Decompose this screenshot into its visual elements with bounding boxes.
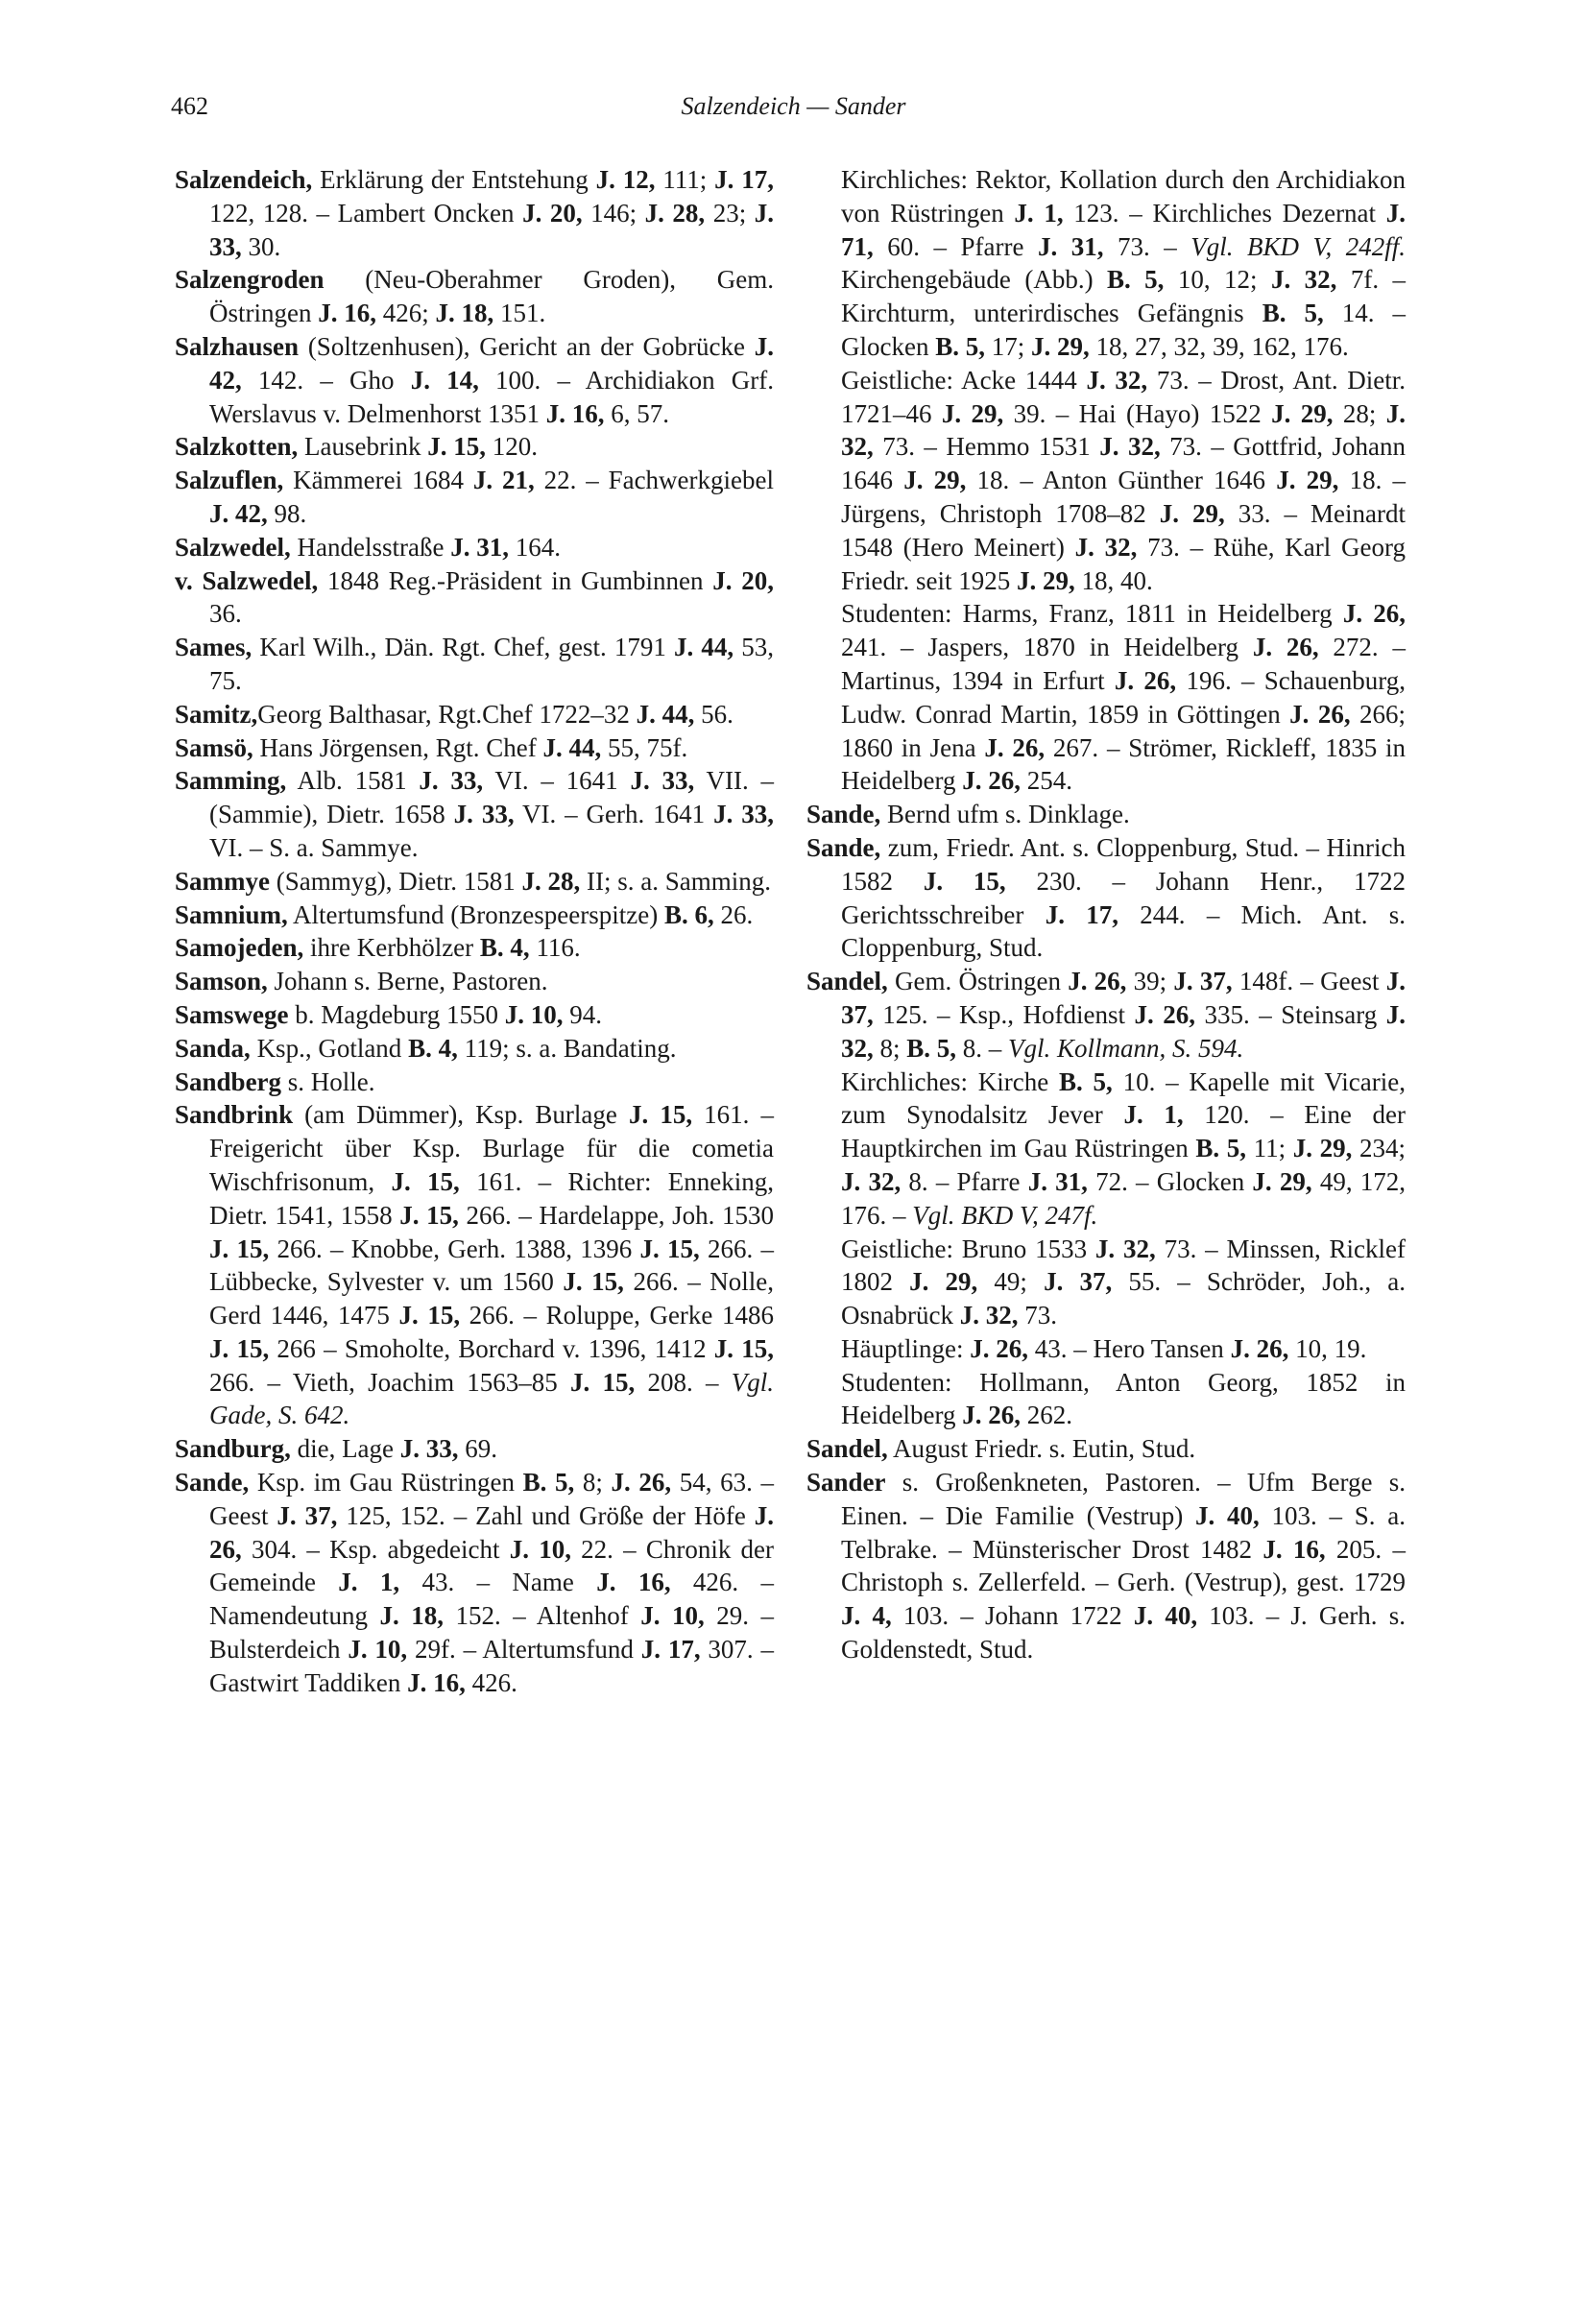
entry-text: Geistliche: Bruno 1533 J. 32, 73. – Minssen, Ricklef 1802 J. 29, 49; J. 37, 55. – Schröder, Joh., a. Osnabrück J. 32, 73.: [841, 1234, 1407, 1330]
index-entry: [175, 263, 774, 330]
entry-headword: Sander: [806, 1468, 886, 1497]
index-entry: [806, 1466, 1406, 1666]
entry-text: Handelsstraße J. 31, 164.: [290, 532, 561, 562]
entry-headword: Sames,: [175, 633, 252, 662]
index-entry: [175, 931, 774, 965]
entry-headword: Salzuflen,: [175, 466, 284, 495]
entry-text: Kirchliches: Kirche B. 5, 10. – Kapelle mit Vicarie, zum Synodalsitz Jever J. 1, 120. – Eine der Hauptkirchen im Gau Rüstringen B. 5, 11; J. 29, 234; J. 32, 8. – Pfarre J. 31, 72. – Glocken J. 29, 49, 172, 176. – Vgl. BKD V, 247f.: [841, 1066, 1407, 1230]
entry-headword: Samnium,: [175, 899, 288, 929]
index-entry: [175, 1032, 774, 1066]
entry-text: Studenten: Harms, Franz, 1811 in Heidelberg J. 26, 241. – Jaspers, 1870 in Heidelberg J. 26, 272. – Martinus, 1394 in Erfurt J. 26, 196. – Schauenburg, Ludw. Conrad Martin, 1859 in Göttingen J. 26, 266; 1860 in Jena J. 26, 267. – Strömer, Rickleff, 1835 in Heidelberg J. 26, 254.: [841, 599, 1407, 796]
entry-text: Lausebrink J. 15, 120.: [298, 432, 538, 462]
entry-text: (Soltzenhusen), Gericht an der Gobrücke J. 42, 142. – Gho J. 14, 100. – Archidiakon Grf. Werslavus v. Delmenhorst 1351 J. 16, 6, 57.: [209, 331, 774, 428]
entry-headword: v. Salzwedel,: [175, 565, 319, 595]
index-entry: [175, 698, 774, 731]
entry-text: Ksp. im Gau Rüstringen B. 5, 8; J. 26, 54, 63. – Geest J. 37, 125, 152. – Zahl und Größe der Höfe J. 26, 304. – Ksp. abgedeicht J. 10, 22. – Chronik der Gemeinde J. 1, 43. – Name J. 16, 426. – Namendeutung J. 18, 152. – Altenhof J. 10, 29. – Bulsterdeich J. 10, 29f. – Altertumsfund J. 17, 307. – Gastwirt Taddiken J. 16, 426.: [209, 1468, 775, 1697]
index-entry: [175, 464, 774, 531]
index-entry: [175, 1432, 774, 1466]
entry-headword: Sande,: [806, 832, 881, 862]
index-entry: [175, 631, 774, 698]
index-entry: [175, 998, 774, 1032]
index-entry: [175, 965, 774, 998]
entry-headword: Samojeden,: [175, 933, 304, 963]
entry-headword: Sandel,: [806, 1434, 888, 1464]
entry-text: 1848 Reg.-Präsident in Gumbinnen J. 20, 36.: [209, 565, 775, 629]
entry-text: Ksp., Gotland B. 4, 119; s. a. Bandating.: [250, 1033, 677, 1063]
entry-headword: Sammye: [175, 866, 270, 896]
index-subentry: [806, 1066, 1406, 1233]
index-subentry: [806, 364, 1406, 598]
entry-text: Kirchliches: Rektor, Kollation durch den Archidiakon von Rüstringen J. 1, 123. – Kirchliches Dezernat J. 71, 60. – Pfarre J. 31, 73. – Vgl. BKD V, 242ff. Kirchengebäude (Abb.) B. 5, 10, 12; J. 32, 7f. – Kirchturm, unterirdisches Gefängnis B. 5, 14. – Glocken B. 5, 17; J. 29, 18, 27, 32, 39, 162, 176.: [841, 165, 1407, 361]
entry-headword: Sanda,: [175, 1033, 251, 1063]
index-entry: [175, 731, 774, 765]
index-subentry: [806, 1366, 1406, 1433]
index-entry: [175, 1466, 774, 1700]
index-entry: [175, 898, 774, 932]
entry-headword: Samswege: [175, 999, 289, 1029]
index-entry: [175, 163, 774, 263]
index-subentry: [806, 163, 1406, 364]
entry-text: Häuptlinge: J. 26, 43. – Hero Tansen J. 26, 10, 19.: [841, 1333, 1367, 1363]
entry-text: (am Dümmer), Ksp. Burlage J. 15, 161. – Freigericht über Ksp. Burlage für die cometia Wischfrisonum, J. 15, 161. – Richter: Enneking, Dietr. 1541, 1558 J. 15, 266. – Hardelappe, Joh. 1530 J. 15, 266. – Knobbe, Gerh. 1388, 1396 J. 15, 266. – Lübbecke, Sylvester v. um 1560 J. 15, 266. – Nolle, Gerd 1446, 1475 J. 15, 266. – Roluppe, Gerke 1486 J. 15, 266 – Smoholte, Borchard v. 1396, 1412 J. 15, 266. – Vieth, Joachim 1563–85 J. 15, 208. – Vgl. Gade, S. 642.: [209, 1100, 775, 1430]
index-subentry: [806, 1332, 1406, 1366]
entry-headword: Sandburg,: [175, 1434, 291, 1464]
entry-headword: Samitz,: [175, 699, 258, 729]
entry-text: s. Großenkneten, Pastoren. – Ufm Berge s. Einen. – Die Familie (Vestrup) J. 40, 103. – S. a. Telbrake. – Münsterischer Drost 1482 J. 16, 205. – Christoph s. Zellerfeld. – Gerh. (Vestrup), gest. 1729 J. 4, 103. – Johann 1722 J. 40, 103. – J. Gerh. s. Goldenstedt, Stud.: [841, 1468, 1407, 1665]
index-entry: [175, 1066, 774, 1099]
entry-text: Johann s. Berne, Pastoren.: [267, 967, 548, 996]
entry-text: zum, Friedr. Ant. s. Cloppenburg, Stud. – Hinrich 1582 J. 15, 230. – Johann Henr., 1722 Gerichtsschreiber J. 17, 244. – Mich. Ant. s. Cloppenburg, Stud.: [841, 832, 1406, 963]
entry-text: s. Holle.: [281, 1066, 375, 1096]
entry-headword: Sande,: [175, 1468, 250, 1497]
entry-text: Altertumsfund (Bronzespeerspitze) B. 6, 26.: [287, 899, 754, 929]
entry-text: (Sammyg), Dietr. 1581 J. 28, II; s. a. Samming.: [269, 866, 771, 896]
entry-headword: Samming,: [175, 766, 287, 796]
index-entry: [806, 1432, 1406, 1466]
entry-text: ihre Kerbhölzer B. 4, 116.: [303, 933, 581, 963]
index-subentry: [806, 1233, 1406, 1332]
entry-headword: Salzengroden: [175, 265, 325, 295]
entry-headword: Salzhausen: [175, 331, 300, 361]
entry-text: Georg Balthasar, Rgt.Chef 1722–32 J. 44, 56.: [257, 699, 733, 729]
entry-headword: Sandel,: [806, 967, 888, 996]
entry-text: die, Lage J. 33, 69.: [290, 1434, 498, 1464]
index-column-left: [175, 163, 774, 1700]
running-head: Salzendeich — Sander: [681, 92, 906, 120]
index-entry: [175, 564, 774, 632]
entry-headword: Samson,: [175, 967, 268, 996]
entry-headword: Samsö,: [175, 732, 253, 762]
index-entry: [175, 764, 774, 864]
entry-text: Hans Jörgensen, Rgt. Chef J. 44, 55, 75f.: [252, 732, 688, 762]
index-entry: [175, 531, 774, 564]
entry-text: Kämmerei 1684 J. 21, 22. – Fachwerkgiebel J. 42, 98.: [209, 466, 774, 528]
index-entry: [806, 831, 1406, 965]
index-entry: [175, 330, 774, 430]
entry-text: Erklärung der Entstehung J. 12, 111; J. 17, 122, 128. – Lambert Oncken J. 20, 146; J. 28, 23; J. 33, 30.: [209, 165, 775, 261]
entry-headword: Sandbrink: [175, 1100, 294, 1130]
entry-headword: Sandberg: [175, 1066, 282, 1096]
index-entry: [175, 1098, 774, 1432]
entry-text: Geistliche: Acke 1444 J. 32, 73. – Drost, Ant. Dietr. 1721–46 J. 29, 39. – Hai (Hayo) 1522 J. 29, 28; J. 32, 73. – Hemmo 1531 J. 32, 73. – Gottfrid, Johann 1646 J. 29, 18. – Anton Günther 1646 J. 29, 18. – Jürgens, Christoph 1708–82 J. 29, 33. – Meinardt 1548 (Hero Meinert) J. 32, 73. – Rühe, Karl Georg Friedr. seit 1925 J. 29, 18, 40.: [841, 365, 1407, 595]
index-entry: [175, 430, 774, 464]
entry-headword: Sande,: [806, 800, 881, 829]
entry-text: (Neu-Oberahmer Groden), Gem. Östringen J. 16, 426; J. 18, 151.: [209, 265, 774, 328]
index-entry: [806, 798, 1406, 831]
entry-text: Studenten: Hollmann, Anton Georg, 1852 in Heidelberg J. 26, 262.: [841, 1367, 1406, 1430]
entry-headword: Salzendeich,: [175, 165, 313, 194]
index-subentry: [806, 597, 1406, 798]
index-column-right: [806, 163, 1406, 1666]
entry-headword: Salzwedel,: [175, 532, 291, 562]
entry-text: Alb. 1581 J. 33, VI. – 1641 J. 33, VII. – (Sammie), Dietr. 1658 J. 33, VI. – Gerh. 1641 J. 33, VI. – S. a. Sammye.: [209, 766, 775, 862]
entry-text: August Friedr. s. Eutin, Stud.: [887, 1434, 1196, 1464]
entry-text: Karl Wilh., Dän. Rgt. Chef, gest. 1791 J. 44, 53, 75.: [209, 633, 775, 695]
index-entry: [806, 965, 1406, 1065]
entry-headword: Salzkotten,: [175, 432, 299, 462]
entry-text: Gem. Östringen J. 26, 39; J. 37, 148f. – Geest J. 37, 125. – Ksp., Hofdienst J. 26, 335. – Steinsarg J. 32, 8; B. 5, 8. – Vgl. Kollmann, S. 594.: [841, 967, 1407, 1063]
page-number: 462: [171, 92, 208, 120]
entry-text: Bernd ufm s. Dinklage.: [880, 800, 1130, 829]
index-entry: [175, 865, 774, 898]
entry-text: b. Magdeburg 1550 J. 10, 94.: [288, 999, 602, 1029]
page-header: [0, 92, 1587, 131]
